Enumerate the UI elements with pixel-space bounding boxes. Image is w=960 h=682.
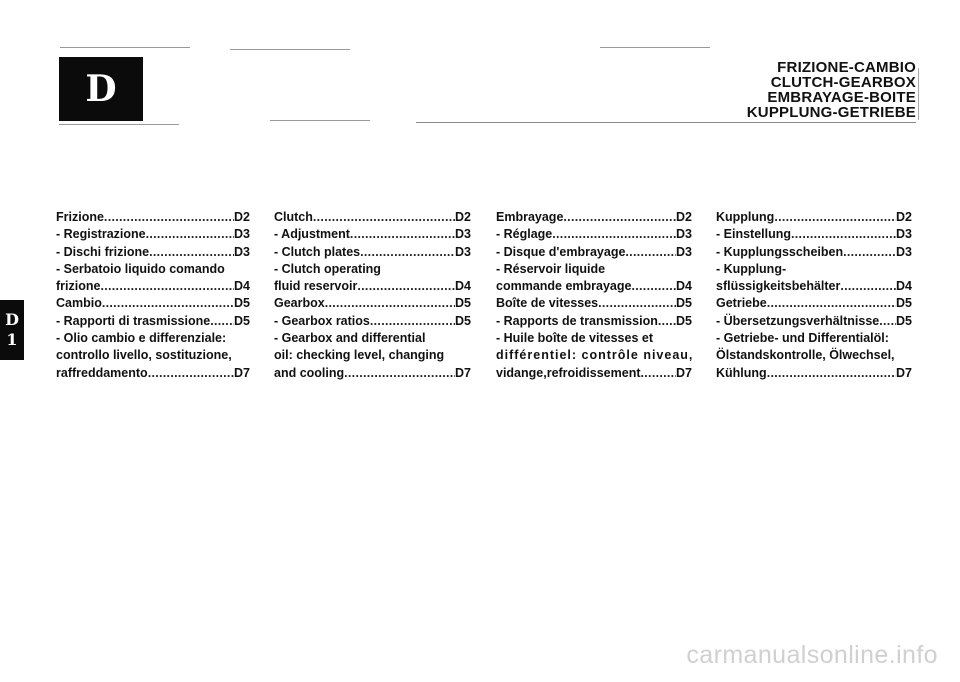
toc-page-ref: D7 xyxy=(455,365,471,380)
dot-leader xyxy=(840,278,896,295)
watermark: carmanualsonline.info xyxy=(686,641,938,669)
toc-entry-title: Gearbox xyxy=(274,296,325,311)
toc-entry xyxy=(274,295,471,312)
toc-entry xyxy=(716,261,912,278)
toc-entry-title: différentiel: contrôle niveau, xyxy=(496,348,694,363)
dot-leader xyxy=(598,295,676,312)
toc-entry xyxy=(496,365,692,382)
toc-entry xyxy=(496,261,692,278)
toc-entry xyxy=(56,226,250,243)
toc-entry xyxy=(274,347,471,364)
toc-entry-title: Frizione xyxy=(56,210,104,224)
toc-page-ref: D4 xyxy=(455,279,471,294)
toc-entry xyxy=(496,244,692,261)
scan-line xyxy=(60,47,190,48)
side-tab-letter: D xyxy=(5,310,19,329)
toc-entry-title: - Clutch operating xyxy=(274,261,381,276)
toc-entry-title: - Übersetzungsverhältnisse xyxy=(716,313,880,328)
toc-entry xyxy=(716,244,912,261)
toc-page-ref: D5 xyxy=(896,313,912,328)
toc-entry-title: - Dischi frizione xyxy=(56,244,150,259)
toc-entry xyxy=(274,278,471,295)
toc-entry-title: sflüssigkeitsbehälter xyxy=(716,279,841,294)
toc-entry xyxy=(496,209,692,226)
toc-page-ref: D5 xyxy=(234,296,250,311)
toc-page-ref: D3 xyxy=(676,244,692,259)
dot-leader xyxy=(879,313,896,330)
toc-page-ref: D3 xyxy=(234,227,250,242)
toc-entry-title: Embrayage xyxy=(496,210,564,224)
toc-entry-title: controllo livello, sostituzione, xyxy=(56,348,232,363)
toc-entry xyxy=(716,365,912,382)
dot-leader xyxy=(100,278,234,295)
toc-entry xyxy=(716,295,912,312)
toc-entry-title: Kupplung xyxy=(716,210,775,224)
side-chapter-tab xyxy=(0,300,24,360)
toc-entry-title: - Registrazione xyxy=(56,227,146,242)
dot-leader xyxy=(641,365,677,382)
toc-page-ref: D3 xyxy=(896,227,912,242)
toc-page-ref: D5 xyxy=(455,313,471,328)
toc-entry xyxy=(56,209,250,226)
toc-entry-title: - Réglage xyxy=(496,227,553,242)
dot-leader xyxy=(767,365,896,382)
toc-entry xyxy=(716,330,912,347)
toc-entry xyxy=(496,278,692,295)
toc-entry-title: Ölstandskontrolle, Ölwechsel, xyxy=(716,348,895,363)
toc-page-ref: D3 xyxy=(896,244,912,259)
toc-entry-title: frizione xyxy=(56,279,101,294)
scan-line xyxy=(230,49,350,50)
toc-entry-title: Clutch xyxy=(274,210,313,224)
toc-entry xyxy=(716,278,912,295)
dot-leader xyxy=(360,244,455,261)
toc-entry xyxy=(496,295,692,312)
toc-entry-title: - Kupplungsscheiben xyxy=(716,244,844,259)
dot-leader xyxy=(552,226,676,243)
dot-leader xyxy=(563,209,676,226)
toc-entry-title: - Adjustment xyxy=(274,227,350,242)
toc-entry-title: - Getriebe- und Differentialöl: xyxy=(716,331,889,346)
toc-entry xyxy=(56,347,250,364)
title-side-rule xyxy=(918,68,919,120)
toc-column-german xyxy=(716,209,912,382)
toc-entry-title: - Gearbox and differential xyxy=(274,331,426,346)
toc-entry-title: - Rapporti di trasmissione xyxy=(56,313,211,328)
toc-column-french xyxy=(496,209,692,382)
dot-leader xyxy=(102,295,234,312)
toc-entry xyxy=(274,209,471,226)
toc-entry xyxy=(716,209,912,226)
toc-entry xyxy=(274,365,471,382)
dot-leader xyxy=(791,226,896,243)
toc-entry xyxy=(716,347,912,364)
scan-line xyxy=(270,120,370,121)
title-line: KUPPLUNG-GETRIEBE xyxy=(746,104,916,121)
toc-entry xyxy=(56,365,250,382)
dot-leader xyxy=(104,209,234,226)
chapter-title xyxy=(747,60,916,120)
toc-entry-title: vidange,refroidissement xyxy=(496,365,641,380)
dot-leader xyxy=(350,226,455,243)
dot-leader xyxy=(210,313,234,330)
toc-page-ref: D3 xyxy=(234,244,250,259)
dot-leader xyxy=(149,244,234,261)
toc-entry-title: oil: checking level, changing xyxy=(274,348,445,363)
toc-page-ref: D2 xyxy=(234,210,250,224)
toc-entry-title: Cambio xyxy=(56,296,102,311)
toc-page-ref: D3 xyxy=(676,227,692,242)
toc-entry xyxy=(56,278,250,295)
dot-leader xyxy=(146,226,234,243)
toc-entry-title: - Clutch plates xyxy=(274,244,361,259)
dot-leader xyxy=(843,244,896,261)
toc-entry-title: raffreddamento xyxy=(56,365,148,380)
toc-entry-title: - Olio cambio e differenziale: xyxy=(56,331,227,346)
toc-entry-title: - Huile boîte de vitesses et xyxy=(496,331,653,346)
toc-page-ref: D2 xyxy=(676,210,692,224)
title-line: EMBRAYAGE-BOITE xyxy=(767,89,916,106)
toc-page-ref: D2 xyxy=(896,210,912,224)
dot-leader xyxy=(774,209,896,226)
toc-entry xyxy=(496,226,692,243)
toc-page-ref: D4 xyxy=(896,279,912,294)
chapter-letter-box xyxy=(59,57,143,121)
toc-page-ref: D3 xyxy=(455,244,471,259)
toc-page-ref: D4 xyxy=(234,279,250,294)
title-line: CLUTCH-GEARBOX xyxy=(770,74,916,91)
toc-page-ref: D5 xyxy=(896,296,912,311)
dot-leader xyxy=(325,295,455,312)
dot-leader xyxy=(631,278,676,295)
toc-entry xyxy=(496,347,692,364)
toc-entry-title: Kühlung xyxy=(716,365,767,380)
toc-page-ref: D5 xyxy=(676,296,692,311)
scan-line xyxy=(59,124,179,125)
dot-leader xyxy=(148,365,234,382)
toc-entry-title: fluid reservoir xyxy=(274,279,358,294)
toc-entry-title: and cooling xyxy=(274,365,345,380)
toc-page-ref: D5 xyxy=(455,296,471,311)
toc-entry xyxy=(56,295,250,312)
dot-leader xyxy=(625,244,676,261)
toc-entry-title: - Serbatoio liquido comando xyxy=(56,261,225,276)
side-tab-number: 1 xyxy=(6,330,18,349)
toc-entry xyxy=(274,261,471,278)
toc-entry xyxy=(496,313,692,330)
dot-leader xyxy=(767,295,896,312)
chapter-letter: D xyxy=(85,68,117,110)
toc-page-ref: D4 xyxy=(676,279,692,294)
toc-entry xyxy=(274,313,471,330)
toc-entry xyxy=(716,226,912,243)
scan-line xyxy=(600,47,710,48)
toc-page-ref: D5 xyxy=(234,313,250,328)
toc-entry xyxy=(274,226,471,243)
toc-entry-title: - Einstellung xyxy=(716,227,791,242)
toc-entry xyxy=(496,330,692,347)
toc-page-ref: D2 xyxy=(455,210,471,224)
dot-leader xyxy=(344,365,455,382)
dot-leader xyxy=(357,278,455,295)
toc-entry-title: - Réservoir liquide xyxy=(496,261,606,276)
dot-leader xyxy=(313,209,455,226)
toc-entry-title: Boîte de vitesses xyxy=(496,296,599,311)
toc-column-english xyxy=(274,209,471,382)
title-line: FRIZIONE-CAMBIO xyxy=(777,59,916,76)
toc-entry-title: - Kupplung- xyxy=(716,261,787,276)
toc-entry-title: - Disque d'embrayage xyxy=(496,244,626,259)
toc-entry-title: Getriebe xyxy=(716,296,767,311)
toc-entry xyxy=(274,330,471,347)
toc-entry xyxy=(716,313,912,330)
toc-entry xyxy=(274,244,471,261)
title-underline xyxy=(416,122,916,123)
toc-entry xyxy=(56,313,250,330)
toc-page-ref: D5 xyxy=(676,313,692,328)
toc-page-ref: D3 xyxy=(455,227,471,242)
toc-entry xyxy=(56,261,250,278)
dot-leader xyxy=(370,313,455,330)
toc-entry-title: commande embrayage xyxy=(496,279,632,294)
toc-entry-title: - Gearbox ratios xyxy=(274,313,370,328)
toc-entry-title: - Rapports de transmission xyxy=(496,313,658,328)
toc-entry xyxy=(56,244,250,261)
toc-page-ref: D7 xyxy=(234,365,250,380)
dot-leader xyxy=(658,313,676,330)
toc-page-ref: D7 xyxy=(896,365,912,380)
toc-entry xyxy=(56,330,250,347)
toc-page-ref: D7 xyxy=(676,365,692,380)
toc-column-italian xyxy=(56,209,250,382)
